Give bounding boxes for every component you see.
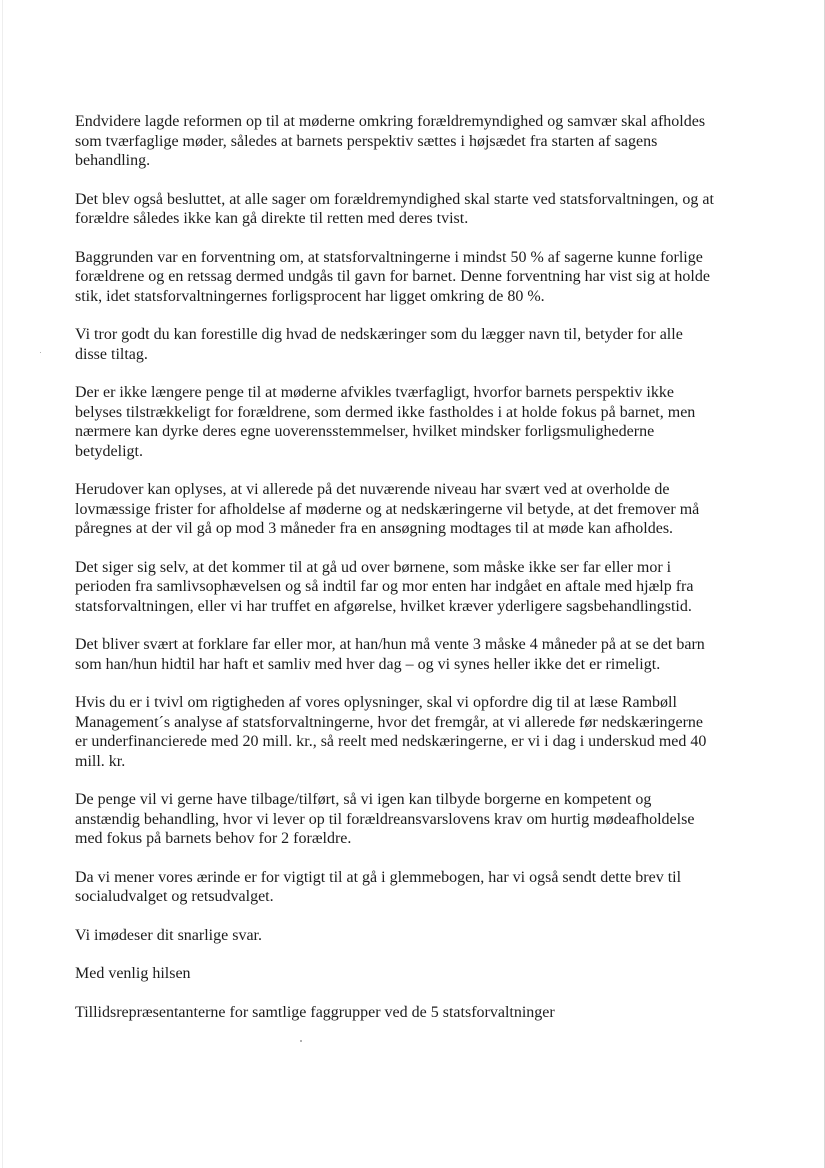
paragraph-ramboll-analysis	[75, 693, 755, 771]
text-line: mill. kr.	[75, 752, 126, 770]
paragraph-statsforvaltning-start	[75, 190, 755, 229]
paragraph-no-money	[75, 383, 755, 461]
text-line: Management´s analyse af statsforvaltningerne, hvor det fremgår, at vi allerede før nedskæringerne	[75, 713, 703, 731]
text-line: påregnes at der vil gå op mod 3 måneder fra en ansøgning modtages til at møde kan afholdes.	[75, 520, 674, 537]
text-line: behandling.	[75, 152, 151, 169]
closing-greeting	[75, 964, 755, 984]
text-line: belyses tilstrækkeligt for forældrene, som dermed ikke fastholdes i at holde fokus på barnet, men	[75, 403, 696, 421]
text-line: Baggrunden var en forventning om, at statsforvaltningerne i mindst 50 % af sagerne kunne forlige	[75, 248, 703, 266]
paragraph-await-reply	[75, 926, 755, 946]
text-line: Med venlig hilsen	[75, 965, 191, 982]
paragraph-children-affected	[75, 558, 755, 617]
paragraph-committees	[75, 868, 755, 907]
text-line: er underfinancierede med 20 mill. kr., så reelt med nedskæringerne, er vi i dag i underskud med 40	[75, 733, 707, 750]
text-line: perioden fra samlivsophævelsen og så indtil far og mor enten har indgået en aftale med hjælp fra	[75, 578, 694, 595]
text-line: Det blev også besluttet, at alle sager om forældremyndighed skal starte ved statsforvaltningen, og at	[75, 190, 714, 208]
text-line: Det siger sig selv, at det kommer til at gå ud over børnene, som måske ikke ser far eller mor i	[75, 558, 672, 576]
paragraph-cuts-effect	[75, 325, 755, 364]
scan-speck	[300, 1040, 302, 1042]
scan-speck	[40, 352, 41, 353]
letter-body	[75, 112, 755, 1022]
text-line: Der er ikke længere penge til at møderne afvikles tværfagligt, hvorfor barnets perspektiv ikke	[75, 384, 674, 401]
text-line: forældre således ikke kan gå direkte til retten med deres tvist.	[75, 210, 469, 227]
text-line: Endvidere lagde reformen op til at møderne omkring forældremyndighed og samvær skal afholdes	[75, 113, 706, 130]
text-line: nærmere kan dyrke deres egne uoverensstemmelser, hvilket mindsker forligsmulighederne	[75, 423, 655, 440]
text-line: med fokus på barnets behov for 2 forældre.	[75, 830, 352, 847]
text-line: betydeligt.	[75, 442, 143, 460]
paragraph-deadlines	[75, 480, 755, 539]
signature-line	[75, 1003, 755, 1023]
text-line: lovmæssige frister for afholdelse af møderne og at nedskæringerne vil betyde, at det fremover må	[75, 500, 700, 518]
text-line: disse tiltag.	[75, 345, 148, 363]
text-line: Vi tror godt du kan forestille dig hvad de nedskæringer som du lægger navn til, betyder for alle	[75, 326, 683, 343]
text-line: stik, idet statsforvaltningernes forligsprocent har ligget omkring de 80 %.	[75, 287, 545, 305]
text-line: Hvis du er i tvivl om rigtigheden af vores oplysninger, skal vi opfordre dig til at læse Rambøll	[75, 694, 677, 711]
text-line: som han/hun hidtil har haft et samliv med hver dag – og vi synes heller ikke det er rimeligt.	[75, 655, 661, 673]
text-line: Herudover kan oplyses, at vi allerede på det nuværende niveau har svært ved at overholde de	[75, 481, 670, 498]
paragraph-money-back	[75, 790, 755, 849]
text-line: socialudvalget og retsudvalget.	[75, 888, 274, 905]
paragraph-waiting-time	[75, 635, 755, 674]
text-line: Vi imødeser dit snarlige svar.	[75, 926, 262, 944]
text-line: statsforvaltningen, eller vi har truffet en afgørelse, hvilket kræver yderligere sagsbehandlingstid.	[75, 597, 692, 615]
text-line: Tillidsrepræsentanterne for samtlige faggrupper ved de 5 statsforvaltninger	[75, 1003, 555, 1021]
text-line: De penge vil vi gerne have tilbage/tilført, så vi igen kan tilbyde borgerne en kompetent og	[75, 791, 652, 808]
text-line: som tværfaglige møder, således at barnets perspektiv sættes i højsædet fra starten af sagens	[75, 132, 658, 150]
text-line: Det bliver svært at forklare far eller mor, at han/hun må vente 3 måske 4 måneder på at se det barn	[75, 636, 705, 653]
text-line: anstændig behandling, hvor vi lever op til forældreansvarslovens krav om hurtig mødeafholdelse	[75, 810, 695, 828]
text-line: forældrene og en retssag dermed undgås til gavn for barnet. Denne forventning har vist sig at holde	[75, 268, 710, 285]
scan-left-edge	[2, 0, 3, 1168]
paragraph-expectation	[75, 248, 755, 307]
text-line: Da vi mener vores ærinde er for vigtigt til at gå i glemmebogen, har vi også sendt dette brev til	[75, 868, 682, 886]
paragraph-reform-meetings	[75, 112, 755, 171]
